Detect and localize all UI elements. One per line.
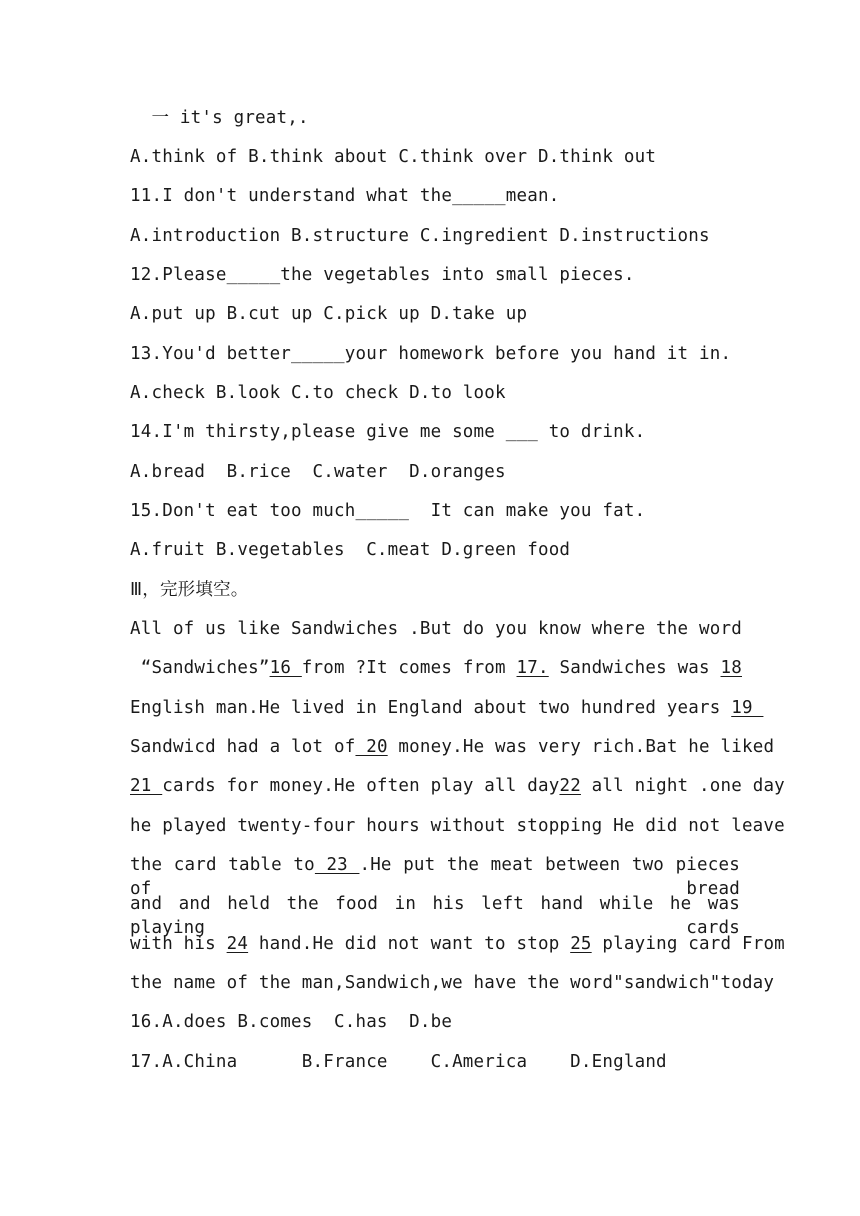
question-13: 13.You'd better_____your homework before you hand it in.: [130, 344, 732, 364]
question-14: 14.I'm thirsty,please give me some ___ to drink.: [130, 422, 646, 442]
passage-text: all night .one day: [580, 776, 785, 796]
passage-line: All of us like Sandwiches .But do you know where the word: [130, 619, 742, 639]
question-12: 12.Please_____the vegetables into small pieces.: [130, 265, 635, 285]
blank-20: 20: [355, 737, 388, 757]
passage-line: [130, 735, 775, 759]
options-line: A.introduction B.structure C.ingredient D.instructions: [130, 226, 710, 246]
blank-18: 18: [720, 658, 742, 678]
passage-text: the card table to: [130, 855, 315, 875]
passage-line: [130, 656, 740, 680]
blank-19: 19: [731, 698, 764, 718]
passage-text: hand.He did not want to stop: [248, 934, 571, 954]
text-line: 一 it's great,.: [130, 108, 309, 128]
passage-text: money.He was very rich.Bat he liked: [387, 737, 775, 757]
passage-text: cards for money.He often play all day: [162, 776, 560, 796]
blank-17: 17.: [516, 658, 549, 678]
passage-text: Sandwiches was: [548, 658, 721, 678]
question-15: 15.Don't eat too much_____ It can make you fat.: [130, 501, 646, 521]
blank-22: 22: [559, 776, 581, 796]
options-line: A.think of B.think about C.think over D.think out: [130, 147, 657, 167]
section-heading: Ⅲ，完形填空。: [130, 580, 249, 600]
passage-text: with his: [130, 934, 227, 954]
passage-text: English man.He lived in England about two hundred years: [130, 698, 732, 718]
passage-line: and and held the food in his left hand while he was playing cards: [130, 894, 740, 938]
passage-text: playing card From: [591, 934, 785, 954]
passage-line: [130, 774, 785, 798]
passage-line: [130, 696, 764, 720]
passage-text: Sandwicd had a lot of: [130, 737, 356, 757]
options-line: A.fruit B.vegetables C.meat D.green food: [130, 540, 571, 560]
options-line: A.check B.look C.to check D.to look: [130, 383, 506, 403]
question-11: 11.I don't understand what the_____mean.: [130, 186, 560, 206]
passage-text: from ?It comes from: [301, 658, 517, 678]
passage-text: “Sandwiches”: [130, 658, 270, 678]
blank-24: 24: [226, 934, 249, 954]
passage-line: [130, 932, 785, 956]
question-17-options: 17.A.China B.France C.America D.England: [130, 1052, 667, 1072]
blank-25: 25: [570, 934, 592, 954]
options-line: A.put up B.cut up C.pick up D.take up: [130, 304, 528, 324]
blank-23: 23: [314, 855, 360, 875]
question-16-options: 16.A.does B.comes C.has D.be: [130, 1012, 453, 1032]
blank-16: 16: [269, 658, 302, 678]
blank-21: 21: [130, 776, 163, 796]
passage-line: the name of the man,Sandwich,we have the word"sandwich"today: [130, 973, 775, 993]
options-line: A.bread B.rice C.water D.oranges: [130, 462, 506, 482]
passage-text: .He put the meat between two pieces of bread: [130, 855, 740, 899]
passage-line: he played twenty-four hours without stopping He did not leave: [130, 816, 785, 836]
